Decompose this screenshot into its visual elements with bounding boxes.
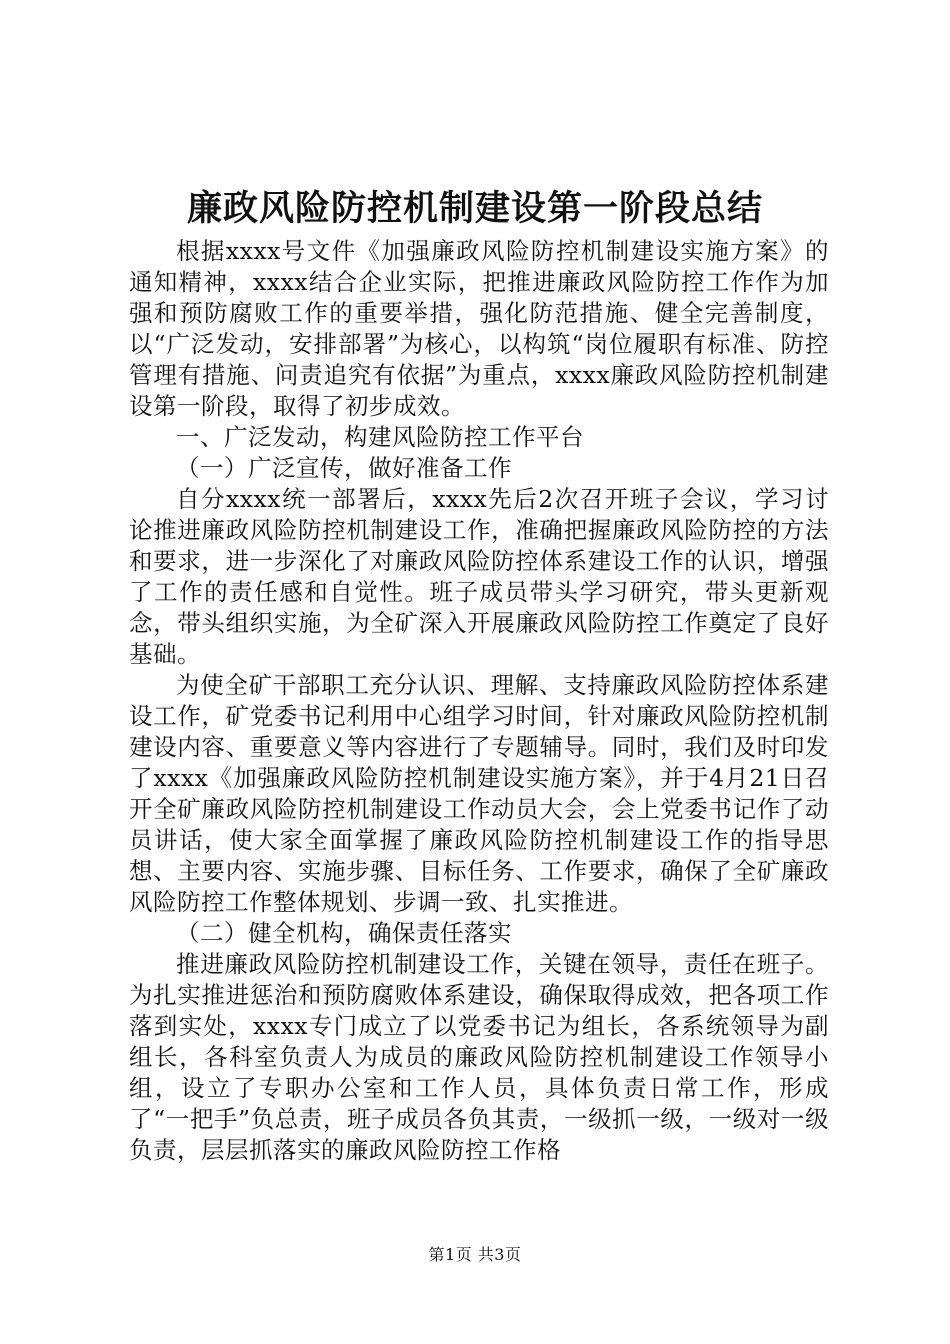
paragraph-mobilization: 为使全矿干部职工充分认识、理解、支持廉政风险防控体系建设工作，矿党委书记利用中心组学习时间，针对廉政风险防控机制建设内容、重要意义等内容进行了专题辅导。同时，我们及时印发了xxxx《加强廉政风险防控机制建设实施方案》，并于4月21日召开全矿廉政风险防控机制建设工作动员大会，会上党委书记作了动员讲话，使大家全面掌握了廉政风险防控机制建设工作的指导思想、主要内容、实施步骤、目标任务、工作要求，确保了全矿廉政风险防控工作整体规划、步调一致、扎实推进。 bbox=[129, 671, 829, 916]
subsection-heading-2: （二）健全机构，确保责任落实 bbox=[176, 919, 512, 947]
section-heading-1: 一、广泛发动，构建风险防控工作平台 bbox=[176, 423, 584, 451]
document-title: 廉政风险防控机制建设第一阶段总结 bbox=[186, 189, 763, 229]
page-footer: 第1页 共3页 bbox=[428, 1245, 522, 1264]
paragraph-intro: 根据xxxx号文件《加强廉政风险防控机制建设实施方案》的通知精神，xxxx结合企业实际，把推进廉政风险防控工作作为加强和预防腐败工作的重要举措，强化防范措施、健全完善制度，以“广泛发动，安排部署”为核心，以构筑“岗位履职有标准、防控管理有措施、问责追究有依据”为重点，xxxx廉政风险防控机制建设第一阶段，取得了初步成效。 bbox=[129, 237, 829, 420]
paragraph-organization: 推进廉政风险防控机制建设工作，关键在领导，责任在班子。为扎实推进惩治和预防腐败体系建设，确保取得成效，把各项工作落到实处，xxxx专门成立了以党委书记为组长，各系统领导为副组长，各科室负责人为成员的廉政风险防控机制建设工作领导小组，设立了专职办公室和工作人员，具体负责日常工作，形成了“一把手”负总责，班子成员各负其责，一级抓一级，一级对一级负责，层层抓落实的廉政风险防控工作格 bbox=[129, 950, 829, 1164]
paragraph-study: 自分xxxx统一部署后，xxxx先后2次召开班子会议，学习讨论推进廉政风险防控机制建设工作，准确把握廉政风险防控的方法和要求，进一步深化了对廉政风险防控体系建设工作的认识，增强了工作的责任感和自觉性。班子成员带头学习研究，带头更新观念，带头组织实施，为全矿深入开展廉政风险防控工作奠定了良好基础。 bbox=[129, 485, 829, 668]
document-body bbox=[129, 236, 829, 1166]
subsection-heading-1: （一）广泛宣传，做好准备工作 bbox=[176, 454, 512, 482]
